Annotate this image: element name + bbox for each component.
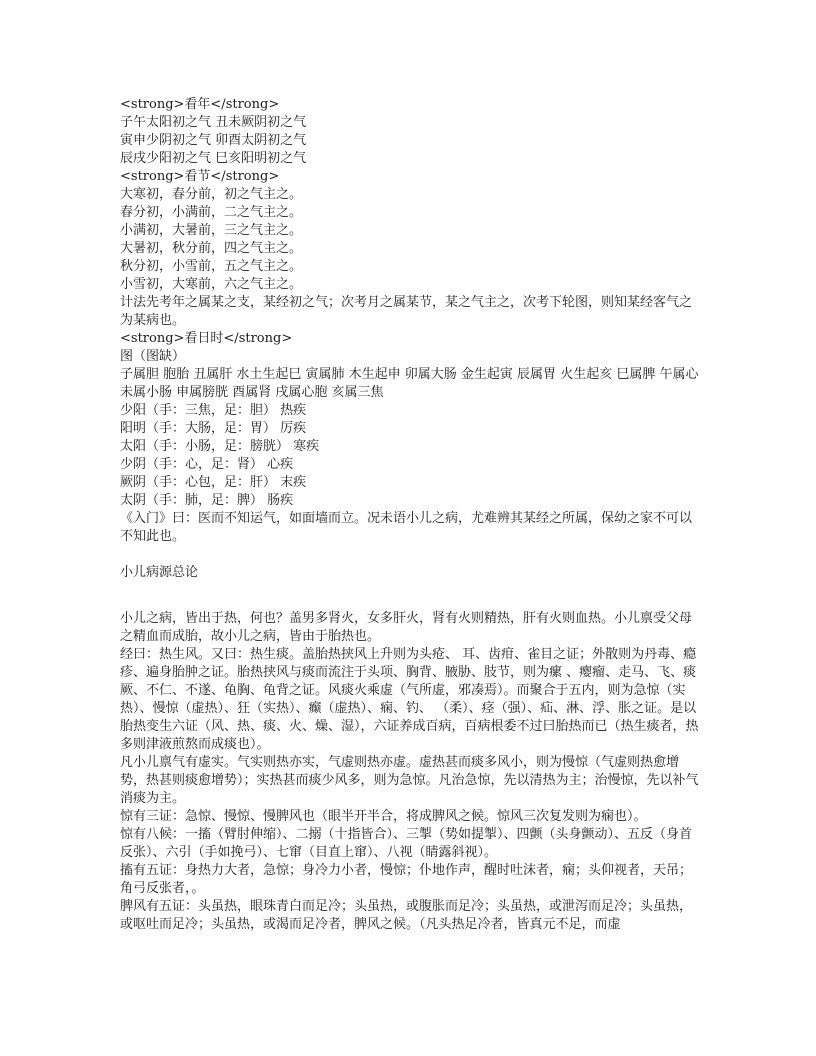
text-line: 大暑初，秋分前，四之气主之。 bbox=[120, 241, 303, 256]
text-line: 子午太阳初之气 丑未厥阴初之气 bbox=[120, 115, 307, 130]
text-line: 小满初，大暑前，三之气主之。 bbox=[120, 223, 303, 238]
text-paragraph: 经曰：热生风。又曰：热生痰。盖胎热挟风上升则为头疮、 耳、齿疳、雀目之证；外散则为丹毒、瘾疹、遍身胎肿之证。胎热挟风与痰而流注于头项、胸背、腋胁、肢节，则为瘰 、瘿瘤、走马、飞、痰厥、不仁、不遂、龟胸、龟背之证。风痰火乘虚（气所虚，邪凑焉）。而聚合于五内，则为急惊（实热）、慢惊（虚热）、狂（实热）、癫（虚热）、痫、钓、 （柔）、痉（强）、疝、淋、浮、胀之证。是以胎热变生六证（风、热、痰、火、燥、湿），六证养成百病，百病根委不过曰胎热而已（热生痰者，热多则津液煎熬而成痰也）。 bbox=[120, 647, 699, 752]
text-line: 小雪初，大寒前，六之气主之。 bbox=[120, 277, 303, 292]
text-paragraph: 子属胆 胞胎 丑属肝 水土生起巳 寅属肺 木生起申 卯属大肠 金生起寅 辰属胃 火生起亥 巳属脾 午属心 未属小肠 申属膀胱 酉属肾 戌属心胞 亥属三焦 bbox=[120, 367, 699, 400]
text-line: 太阴（手：肺，足：脾） 肠疾 bbox=[120, 493, 294, 508]
text-paragraph: 惊有三证：急惊、慢惊、慢脾风也（眼半开半合，将成脾风之候。惊风三次复发则为痫也）。 bbox=[120, 809, 647, 824]
document-body bbox=[120, 96, 700, 934]
text-line: 寅申少阴初之气 卯酉太阴初之气 bbox=[120, 133, 307, 148]
figure-missing-note: 图（图缺） bbox=[120, 349, 186, 364]
text-line: 少阴（手：心，足：肾） 心疾 bbox=[120, 457, 294, 472]
text-line: 辰戌少阳初之气 巳亥阳明初之气 bbox=[120, 151, 307, 166]
section-heading-jie: <strong>看节</strong> bbox=[120, 169, 280, 184]
text-paragraph: 搐有五证：身热力大者，急惊；身冷力小者，慢惊；仆地作声，醒时吐沫者，痫；头仰视者，天吊；角弓反张者，。 bbox=[120, 863, 693, 896]
text-line: 少阳（手：三焦，足：胆） 热疾 bbox=[120, 403, 307, 418]
text-line: 秋分初，小雪前，五之气主之。 bbox=[120, 259, 303, 274]
text-line: 太阳（手：小肠，足：膀胱） 寒疾 bbox=[120, 439, 320, 454]
section-title: 小儿病源总论 bbox=[120, 565, 199, 580]
text-paragraph: 凡小儿禀气有虚实。气实则热亦实，气虚则热亦虚。虚热甚而痰多风小，则为慢惊（气虚则热愈增势，热甚则痰愈增势）；实热甚而痰少风多，则为急惊。凡治急惊，先以清热为主；治慢惊，先以补气消痰为主。 bbox=[120, 755, 699, 806]
text-paragraph: 惊有八候：一搐（臂肘伸缩）、二搦（十指皆合）、三掣（势如提掣）、四颤（头身颤动）、五反（身首反张）、六引（手如挽弓）、七窜（目直上窜）、八视（睛露斜视）。 bbox=[120, 827, 693, 860]
text-line: 厥阴（手：心包，足：肝） 末疾 bbox=[120, 475, 307, 490]
quote-paragraph: 《入门》曰：医而不知运气，如面墙而立。况未语小儿之病，尤难辨其某经之所属，保幼之家不可以不知此也。 bbox=[120, 511, 693, 544]
text-paragraph: 计法先考年之属某之支，某经初之气；次考月之属某节，某之气主之，次考下轮图，则知某经客气之为某病也。 bbox=[120, 295, 693, 328]
text-line: 阳明（手：大肠，足：胃） 厉疾 bbox=[120, 421, 307, 436]
text-line: 大寒初，春分前，初之气主之。 bbox=[120, 187, 303, 202]
section-heading-ri: <strong>看日时</strong> bbox=[120, 331, 293, 346]
section-heading-nian: <strong>看年</strong> bbox=[120, 97, 280, 112]
text-paragraph: 小儿之病，皆出于热，何也？盖男多肾火，女多肝火，肾有火则精热，肝有火则血热。小儿禀受父母之精血而成胎，故小儿之病，皆由于胎热也。 bbox=[120, 611, 693, 644]
text-paragraph: 脾风有五证：头虽热，眼珠青白而足冷；头虽热，或腹胀而足冷；头虽热，或泄泻而足冷；头虽热，或呕吐而足冷；头虽热，或渴而足冷者，脾风之候。（凡头热足冷者，皆真元不足，而虚 bbox=[120, 899, 693, 932]
text-line: 春分初，小满前，二之气主之。 bbox=[120, 205, 303, 220]
